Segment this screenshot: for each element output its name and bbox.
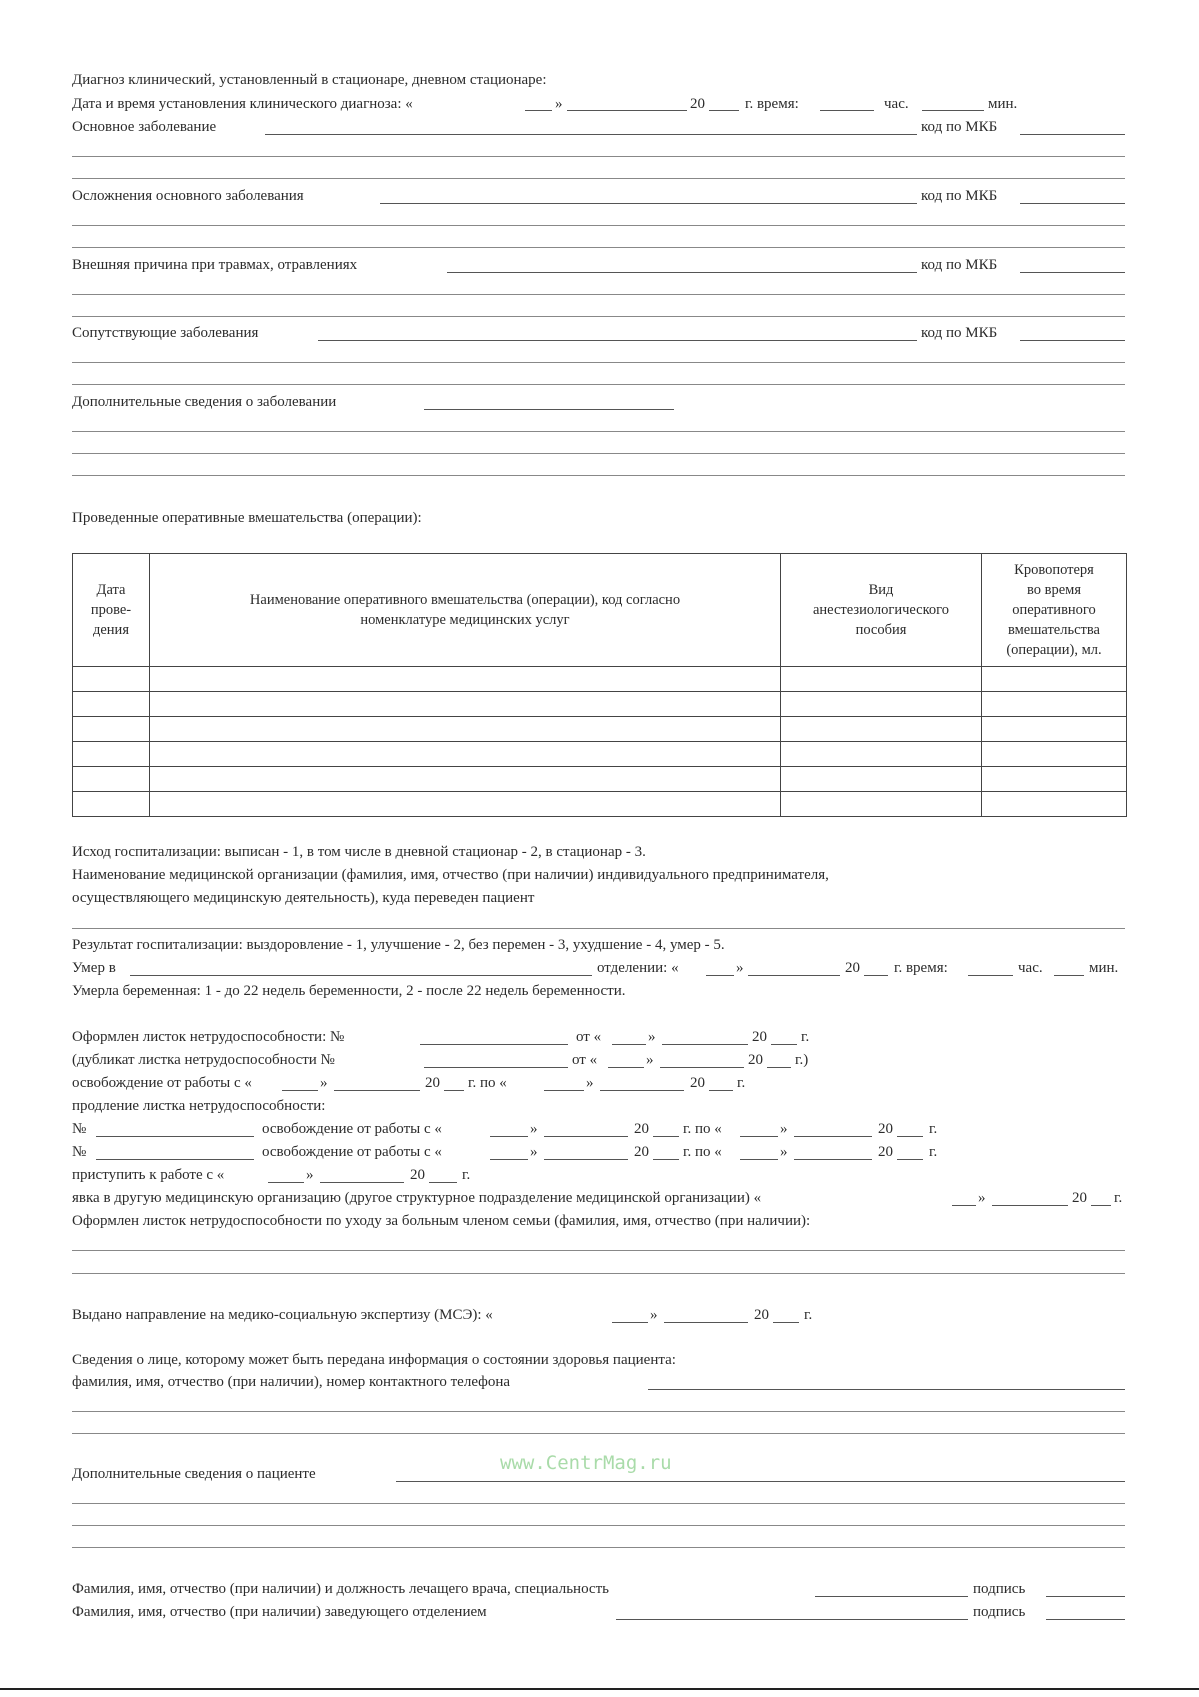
diagnosis-heading: Диагноз клинический, установленный в стационаре, дневном стационаре: (72, 72, 547, 88)
doctor-signature-label: Фамилия, имя, отчество (при наличии) и должность лечащего врача, специальность (72, 1581, 609, 1597)
other-org-month-field[interactable] (992, 1205, 1068, 1206)
head-sign-field[interactable] (1046, 1619, 1125, 1620)
operations-table (72, 553, 1127, 817)
icd-label: код по МКБ (921, 119, 998, 135)
other-org-day-field[interactable] (952, 1205, 976, 1206)
icd-label: код по МКБ (921, 188, 998, 204)
outcome-line: Исход госпитализации: выписан - 1, в том числе в дневной стационар - 2, в стационар - 3. (72, 844, 646, 860)
year-prefix: 20 (690, 96, 705, 112)
start-work-year-field[interactable] (429, 1182, 457, 1183)
complications-field[interactable] (380, 203, 917, 204)
release-from-month-field[interactable] (334, 1090, 420, 1091)
table-cell[interactable] (982, 742, 1127, 767)
other-org-year-field[interactable] (1091, 1205, 1111, 1206)
time-label: г. время: (894, 960, 948, 976)
ext-from-year-field[interactable] (653, 1159, 679, 1160)
duplicate-month-field[interactable] (660, 1067, 744, 1068)
column-blood-loss (982, 554, 1127, 667)
sick-leave-label: Оформлен листок нетрудоспособности: № (72, 1029, 345, 1045)
release-from-year-field[interactable] (444, 1090, 464, 1091)
complications-line[interactable] (72, 225, 1125, 226)
operations-heading: Проведенные оперативные вмешательства (операции): (72, 510, 422, 526)
mse-label: Выдано направление на медико-социальную экспертизу (МСЭ): « (72, 1307, 493, 1323)
pregnant-line: Умерла беременная: 1 - до 22 недель беременности, 2 - после 22 недель беременности. (72, 983, 626, 999)
external-cause-label: Внешняя причина при травмах, отравлениях (72, 257, 358, 273)
ext-to-month-field[interactable] (794, 1136, 872, 1137)
death-hours-field[interactable] (968, 975, 1013, 976)
mse-day-field[interactable] (612, 1322, 648, 1323)
release-to-year-field[interactable] (709, 1090, 733, 1091)
icd-label: код по МКБ (921, 325, 998, 341)
g-label: г. (929, 1144, 938, 1160)
until-label: г. по « (683, 1144, 722, 1160)
from-label: от « (576, 1029, 602, 1045)
table-row (73, 717, 1127, 742)
table-header-row (73, 554, 1127, 667)
sick-leave-month-field[interactable] (662, 1044, 748, 1045)
result-line: Результат госпитализации: выздоровление - 1, улучшение - 2, без перемен - 3, ухудшение - 4, умер - 5. (72, 937, 725, 953)
year-prefix: 20 (752, 1029, 767, 1045)
external-cause-field[interactable] (447, 272, 917, 273)
start-work-day-field[interactable] (268, 1182, 304, 1183)
column-date-line: дения (92, 622, 129, 638)
death-month-field[interactable] (748, 975, 840, 976)
table-cell[interactable] (781, 692, 982, 717)
extension-number-field[interactable] (96, 1136, 254, 1137)
column-operation-line: Наименование оперативного вмешательства (операции), код согласно (249, 592, 681, 608)
year-prefix: 20 (878, 1144, 893, 1160)
diagnosis-datetime-label: Дата и время установления клинического диагноза: « (72, 96, 413, 112)
quote-close: » (736, 960, 744, 976)
main-disease-line[interactable] (72, 178, 1125, 179)
mse-month-field[interactable] (664, 1322, 748, 1323)
death-year-field[interactable] (864, 975, 888, 976)
release2-label: освобождение от работы с « (262, 1121, 442, 1137)
g-label: г. (804, 1307, 813, 1323)
column-blood-loss-line: во время (1027, 582, 1081, 598)
year-prefix: 20 (754, 1307, 769, 1323)
no-label: № (72, 1121, 87, 1137)
concomitant-line[interactable] (72, 384, 1125, 385)
column-anesthesia (781, 554, 982, 667)
duplicate-end: г.) (795, 1052, 809, 1068)
year-prefix: 20 (634, 1144, 649, 1160)
column-blood-loss-line: (операции), мл. (1006, 642, 1102, 658)
g-label: г. (737, 1075, 746, 1091)
additional-disease-field[interactable] (424, 409, 674, 410)
release-to-day-field[interactable] (544, 1090, 584, 1091)
transfer-org-line: Наименование медицинской организации (фамилия, имя, отчество (при наличии) индивидуального предпринимателя, (72, 867, 829, 883)
quote-close: » (586, 1075, 594, 1091)
minutes-label: мин. (1089, 960, 1119, 976)
table-cell[interactable] (982, 717, 1127, 742)
patient-extra-label: Дополнительные сведения о пациенте (72, 1466, 316, 1482)
additional-disease-line[interactable] (72, 453, 1125, 454)
page-bottom-border (0, 1688, 1199, 1690)
quote-close: » (648, 1029, 656, 1045)
ext-to-year-field[interactable] (897, 1159, 923, 1160)
release2-label: освобождение от работы с « (262, 1144, 442, 1160)
start-work-label: приступить к работе с « (72, 1167, 225, 1183)
column-blood-loss-line: оперативного (1012, 602, 1096, 618)
sick-leave-day-field[interactable] (612, 1044, 646, 1045)
duplicate-year-field[interactable] (767, 1067, 791, 1068)
ext-to-month-field[interactable] (794, 1159, 872, 1160)
year-prefix: 20 (425, 1075, 440, 1091)
ext-from-day-field[interactable] (490, 1159, 528, 1160)
died-in-field[interactable] (130, 975, 592, 976)
ext-to-day-field[interactable] (740, 1159, 778, 1160)
table-cell[interactable] (150, 667, 781, 692)
table-cell[interactable] (982, 767, 1127, 792)
concomitant-line[interactable] (72, 362, 1125, 363)
column-date-line: прове- (90, 602, 132, 618)
year-prefix: 20 (878, 1121, 893, 1137)
ext-from-month-field[interactable] (544, 1159, 628, 1160)
column-date-line: Дата (96, 582, 126, 598)
quote-close: » (306, 1167, 314, 1183)
transfer-org-field[interactable] (72, 928, 1125, 929)
table-row (73, 692, 1127, 717)
duplicate-number-field[interactable] (424, 1067, 568, 1068)
complications-label: Осложнения основного заболевания (72, 188, 304, 204)
concomitant-field[interactable] (318, 340, 917, 341)
quote-close: » (780, 1144, 788, 1160)
minutes-label: мин. (988, 96, 1018, 112)
patient-extra-line[interactable] (72, 1503, 1125, 1504)
family-care-label: Оформлен листок нетрудоспособности по уходу за больным членом семьи (фамилия, имя, отчество (при наличии): (72, 1213, 811, 1229)
table-row (73, 742, 1127, 767)
table-cell[interactable] (73, 667, 150, 692)
department-label: отделении: « (597, 960, 679, 976)
family-care-line[interactable] (72, 1273, 1125, 1274)
contact-name-label: фамилия, имя, отчество (при наличии), номер контактного телефона (72, 1374, 511, 1390)
concomitant-icd-field[interactable] (1020, 340, 1125, 341)
table-cell[interactable] (73, 742, 150, 767)
diagnosis-year-field[interactable] (709, 110, 739, 111)
complications-icd-field[interactable] (1020, 203, 1125, 204)
quote-close: » (650, 1307, 658, 1323)
contact-line-field[interactable] (72, 1411, 1125, 1412)
year-prefix: 20 (410, 1167, 425, 1183)
ext-to-day-field[interactable] (740, 1136, 778, 1137)
table-cell[interactable] (73, 767, 150, 792)
column-anesthesia-line: пособия (855, 622, 907, 638)
year-prefix: 20 (845, 960, 860, 976)
duplicate-label: (дубликат листка нетрудоспособности № (72, 1052, 335, 1068)
table-cell[interactable] (150, 792, 781, 817)
sick-leave-number-field[interactable] (420, 1044, 568, 1045)
sign-label: подпись (973, 1604, 1026, 1620)
additional-disease-line[interactable] (72, 475, 1125, 476)
g-label: г. (1114, 1190, 1123, 1206)
duplicate-day-field[interactable] (608, 1067, 644, 1068)
table-cell[interactable] (150, 742, 781, 767)
head-signature-label: Фамилия, имя, отчество (при наличии) заведующего отделением (72, 1604, 487, 1620)
table-cell[interactable] (982, 667, 1127, 692)
from-label: от « (572, 1052, 598, 1068)
table-cell[interactable] (781, 767, 982, 792)
year-prefix: 20 (1072, 1190, 1087, 1206)
family-care-line[interactable] (72, 1250, 1125, 1251)
table-cell[interactable] (150, 692, 781, 717)
patient-extra-field[interactable] (396, 1481, 1125, 1482)
transfer-org-line-2: осуществляющего медицинскую деятельность), куда переведен пациент (72, 890, 535, 906)
complications-line[interactable] (72, 247, 1125, 248)
quote-close: » (646, 1052, 654, 1068)
external-cause-line[interactable] (72, 294, 1125, 295)
icd-label: код по МКБ (921, 257, 998, 273)
g-label: г. (929, 1121, 938, 1137)
table-cell[interactable] (982, 792, 1127, 817)
no-label: № (72, 1144, 87, 1160)
other-org-label: явка в другую медицинскую организацию (другое структурное подразделение медицинской организации) « (72, 1190, 762, 1206)
table-row (73, 792, 1127, 817)
quote-close: » (320, 1075, 328, 1091)
doctor-name-field[interactable] (815, 1596, 968, 1597)
table-cell[interactable] (982, 692, 1127, 717)
main-disease-icd-field[interactable] (1020, 134, 1125, 135)
extension-label: продление листка нетрудоспособности: (72, 1098, 326, 1114)
column-blood-loss-line: вмешательства (1008, 622, 1100, 638)
doctor-sign-field[interactable] (1046, 1596, 1125, 1597)
column-date (73, 554, 150, 667)
died-in-label: Умер в (72, 960, 116, 976)
table-row (73, 667, 1127, 692)
concomitant-label: Сопутствующие заболевания (72, 325, 259, 341)
diagnosis-month-field[interactable] (567, 110, 687, 111)
hours-label: час. (884, 96, 909, 112)
table-row (73, 767, 1127, 792)
column-operation-line: номенклатуре медицинских услуг (360, 612, 570, 628)
table-cell[interactable] (150, 717, 781, 742)
column-operation-name (150, 554, 781, 667)
until-label: г. по « (683, 1121, 722, 1137)
diagnosis-hours-field[interactable] (820, 110, 874, 111)
ext-from-year-field[interactable] (653, 1136, 679, 1137)
contact-line-field[interactable] (72, 1433, 1125, 1434)
additional-disease-line[interactable] (72, 431, 1125, 432)
hours-label: час. (1018, 960, 1043, 976)
table-cell[interactable] (73, 792, 150, 817)
year-suffix: г. время: (745, 96, 799, 112)
quote-close: » (978, 1190, 986, 1206)
table-cell[interactable] (781, 717, 982, 742)
external-cause-line[interactable] (72, 316, 1125, 317)
ext-to-year-field[interactable] (897, 1136, 923, 1137)
patient-extra-line[interactable] (72, 1547, 1125, 1548)
mse-year-field[interactable] (773, 1322, 799, 1323)
ext-from-day-field[interactable] (490, 1136, 528, 1137)
ext-from-month-field[interactable] (544, 1136, 628, 1137)
quote-close: » (530, 1121, 538, 1137)
table-cell[interactable] (781, 742, 982, 767)
table-cell[interactable] (781, 667, 982, 692)
start-work-month-field[interactable] (320, 1182, 404, 1183)
g-label: г. (801, 1029, 810, 1045)
column-anesthesia-line: анестезиологического (812, 602, 950, 618)
table-cell[interactable] (150, 767, 781, 792)
year-prefix: 20 (748, 1052, 763, 1068)
quote-close: » (780, 1121, 788, 1137)
additional-disease-label: Дополнительные сведения о заболевании (72, 394, 337, 410)
quote-close: » (530, 1144, 538, 1160)
year-prefix: 20 (634, 1121, 649, 1137)
main-disease-field[interactable] (265, 134, 917, 135)
quote-close: » (555, 96, 563, 112)
external-cause-icd-field[interactable] (1020, 272, 1125, 273)
g-label: г. (462, 1167, 471, 1183)
patient-extra-line[interactable] (72, 1525, 1125, 1526)
sick-leave-year-field[interactable] (771, 1044, 797, 1045)
table-cell[interactable] (73, 692, 150, 717)
until-label: г. по « (468, 1075, 507, 1091)
diagnosis-day-field[interactable] (525, 110, 552, 111)
column-anesthesia-line: Вид (868, 582, 894, 598)
release-label: освобождение от работы с « (72, 1075, 252, 1091)
table-cell[interactable] (73, 717, 150, 742)
head-name-field[interactable] (616, 1619, 968, 1620)
main-disease-label: Основное заболевание (72, 119, 217, 135)
main-disease-line[interactable] (72, 156, 1125, 157)
diagnosis-minutes-field[interactable] (922, 110, 984, 111)
table-cell[interactable] (781, 792, 982, 817)
column-blood-loss-line: Кровопотеря (1014, 562, 1094, 578)
watermark: www.CentrMag.ru (500, 1452, 672, 1474)
release-from-day-field[interactable] (282, 1090, 318, 1091)
year-prefix: 20 (690, 1075, 705, 1091)
contact-field[interactable] (648, 1389, 1125, 1390)
sign-label: подпись (973, 1581, 1026, 1597)
death-day-field[interactable] (706, 975, 734, 976)
contact-line: Сведения о лице, которому может быть передана информация о состоянии здоровья пациента: (72, 1352, 676, 1368)
extension-number-field[interactable] (96, 1159, 254, 1160)
death-minutes-field[interactable] (1054, 975, 1084, 976)
release-to-month-field[interactable] (600, 1090, 684, 1091)
